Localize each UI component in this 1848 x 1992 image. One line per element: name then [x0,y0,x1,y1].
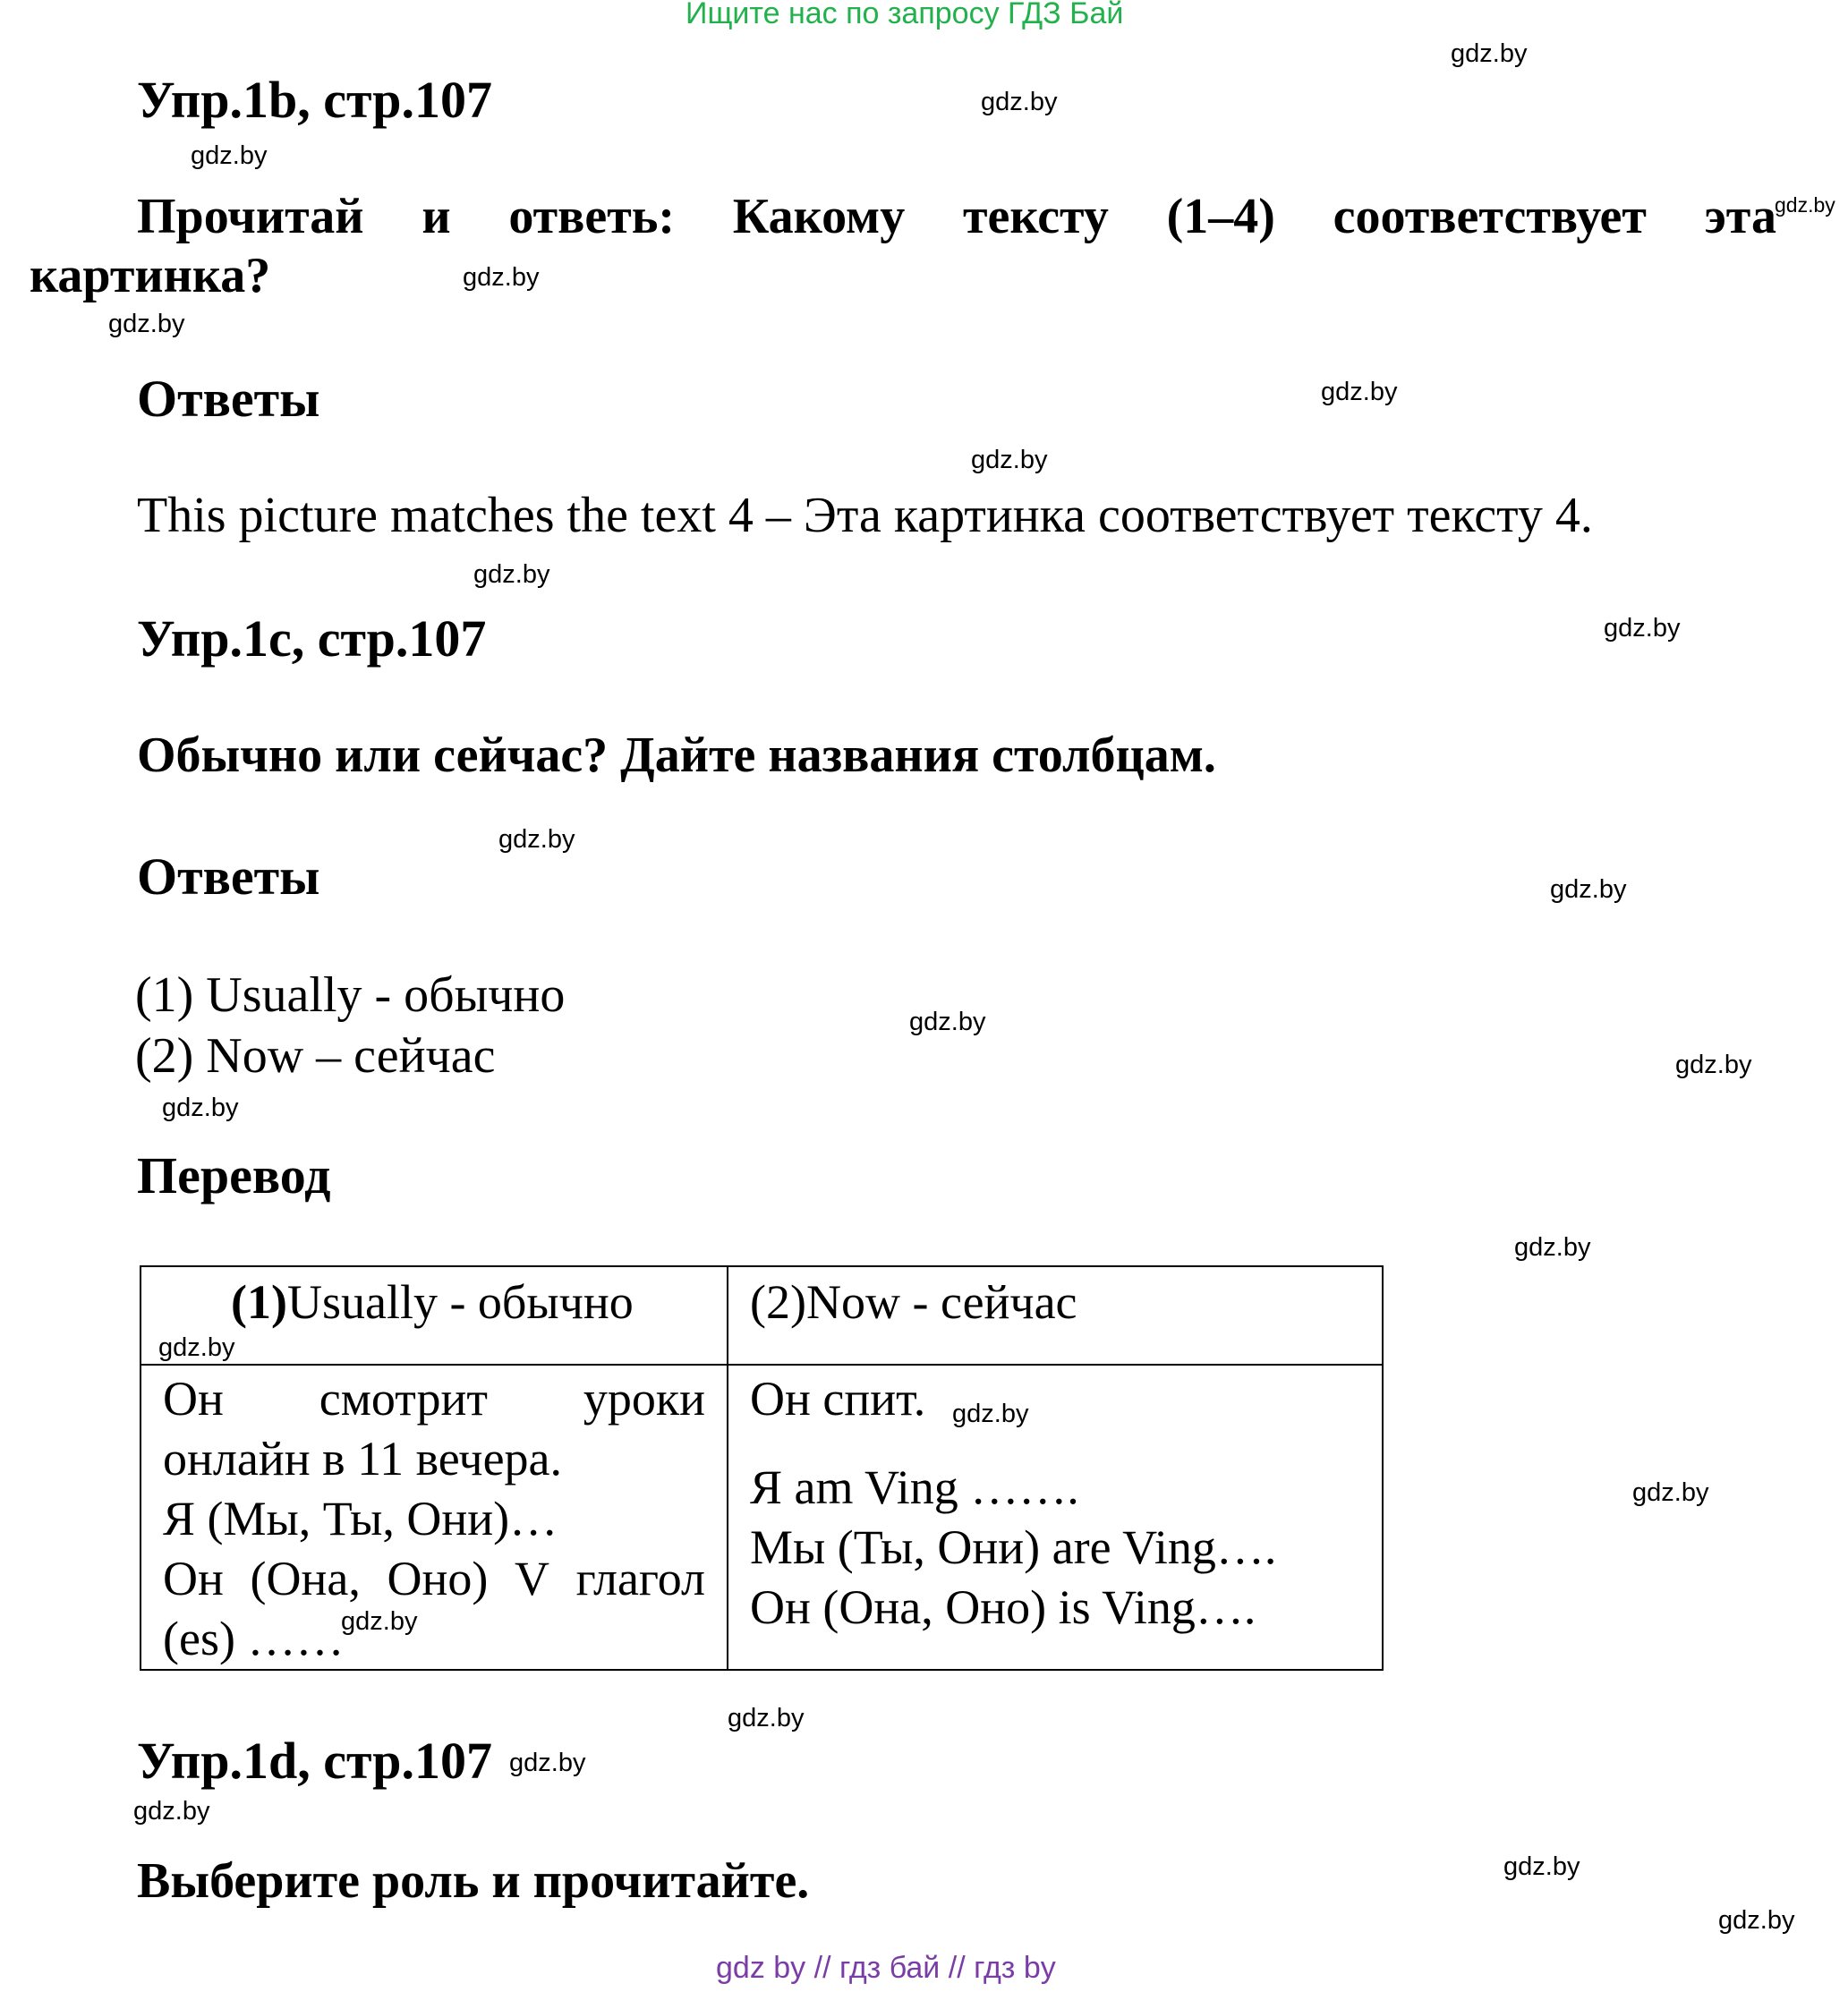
ex1c-translation-heading: Перевод [137,1146,331,1205]
watermark: gdz.by [1550,875,1627,904]
table-row [141,1365,1383,1670]
search-banner: Ищите нас по запросу ГДЗ Бай [686,0,1124,30]
watermark: gdz.by [341,1607,418,1636]
ex1c-answer-2: (2) Now – сейчас [135,1028,496,1084]
task-word: ответь: [508,189,675,244]
ex1d-task: Выберите роль и прочитайте. [137,1853,810,1909]
cell-line: онлайн в 11 вечера. [163,1432,563,1485]
watermark: gdz.by [473,560,550,589]
footer-links: gdz by // гдз бай // гдз by [716,1951,1056,1985]
ex1b-answers-heading: Ответы [137,370,320,428]
watermark: gdz.by [981,88,1058,116]
cell-line: Мы (Ты, Они) are Ving…. [750,1520,1277,1574]
ex1c-answer-1: (1) Usually - обычно [135,967,566,1023]
watermark: gdz.by [133,1797,210,1826]
ex1b-heading: Упр.1b, стр.107 [137,71,492,129]
watermark: gdz.by [1718,1906,1795,1935]
cell-word: смотрит [319,1372,488,1426]
task-word: Какому [732,189,906,244]
table-cell [141,1365,728,1670]
watermark: gdz.by [952,1400,1029,1428]
cell-word: глагол [575,1552,705,1605]
ex1c-answers-heading: Ответы [137,847,320,906]
cell-line: Я am Ving ……. [750,1460,1079,1514]
task-word: (1–4) [1166,189,1275,244]
ex1d-heading: Упр.1d, стр.107 [137,1732,492,1790]
ex1c-task: Обычно или сейчас? Дайте названия столбцам. [137,728,1216,783]
watermark: gdz.by [108,310,185,338]
cell-line: Он спит. [750,1372,926,1426]
watermark: gdz.by [191,141,268,170]
watermark: gdz.by [1775,193,1835,217]
watermark: gdz.by [971,446,1048,474]
watermark: gdz.by [498,825,575,854]
cell-line: (es) …… [163,1612,345,1665]
task-word: Прочитай [137,189,364,244]
ex1c-heading: Упр.1c, стр.107 [137,609,487,668]
table-cell [728,1365,1383,1670]
cell-word: уроки [583,1372,705,1426]
watermark: gdz.by [728,1704,805,1732]
watermark: gdz.by [1632,1478,1709,1507]
watermark: gdz.by [1503,1852,1580,1881]
cell-word: (Она, [250,1552,361,1605]
watermark: gdz.by [509,1749,586,1777]
cell-word: Оно) [387,1552,489,1605]
watermark: gdz.by [162,1094,239,1122]
watermark: gdz.by [1321,378,1398,406]
ex1b-task-line2: картинка? [30,248,271,303]
col2-header: (2)Now - сейчас [750,1275,1077,1329]
ex1b-answer: This picture matches the text 4 – Эта картинка соответствует тексту 4. [137,488,1593,543]
task-word: соответствует [1333,189,1647,244]
table-header-row [141,1266,1383,1365]
translation-table [140,1265,1384,1671]
watermark: gdz.by [158,1333,235,1362]
watermark: gdz.by [1451,39,1528,68]
watermark: gdz.by [1675,1051,1752,1079]
table-header-cell [728,1266,1383,1365]
col1-header-text: Usually - обычно [286,1275,634,1329]
cell-word: Он [163,1552,224,1605]
task-word: тексту [962,189,1109,244]
cell-line: Я (Мы, Ты, Они)… [163,1492,558,1545]
watermark: gdz.by [1514,1233,1591,1262]
cell-line: Он (Она, Оно) is Ving…. [750,1580,1256,1634]
cell-word: Он [163,1372,224,1426]
cell-line [163,1369,705,1429]
ex1b-task-line1 [137,188,1776,245]
col1-header-number: (1) [231,1275,287,1329]
cell-line [163,1549,705,1609]
watermark: gdz.by [1604,614,1681,643]
watermark: gdz.by [463,263,540,292]
task-word: эта [1704,189,1776,244]
task-word: и [422,189,451,244]
watermark: gdz.by [909,1008,986,1036]
cell-word: V [514,1552,549,1605]
